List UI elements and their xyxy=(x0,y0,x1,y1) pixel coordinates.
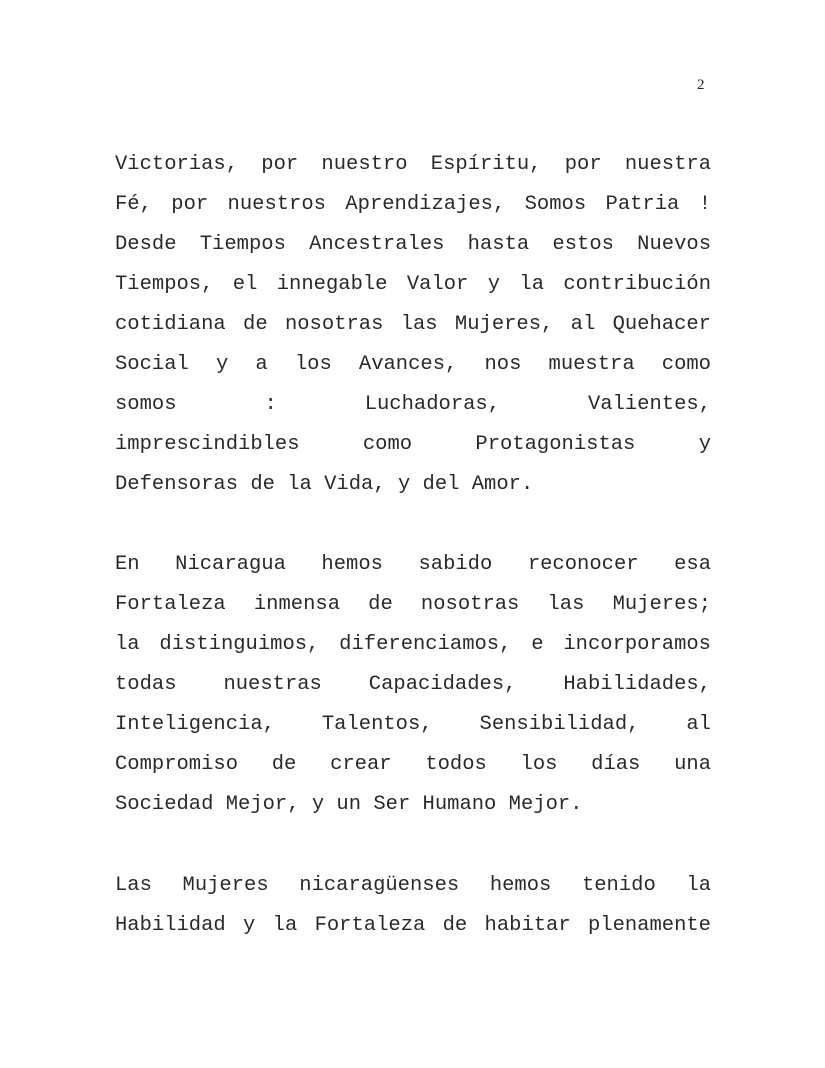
paragraph-mujeres-nicaraguenses xyxy=(115,866,711,946)
text-line: Victorias, por nuestro Espíritu, por nuestra xyxy=(115,153,711,176)
text-line: Compromiso de crear todos los días una xyxy=(115,753,711,776)
text-line: cotidiana de nosotras las Mujeres, al Quehacer xyxy=(115,313,711,336)
text-line: En Nicaragua hemos sabido reconocer esa xyxy=(115,553,711,576)
text-line: somos : Luchadoras, Valientes, xyxy=(115,393,711,416)
text-line: Fé, por nuestros Aprendizajes, Somos Patria ! xyxy=(115,193,711,216)
text-line: Habilidad y la Fortaleza de habitar plenamente xyxy=(115,914,711,937)
text-line: Las Mujeres nicaragüenses hemos tenido la xyxy=(115,874,711,897)
page-number: 2 xyxy=(697,77,705,93)
text-line: Social y a los Avances, nos muestra como xyxy=(115,353,711,376)
paragraph-victorias xyxy=(115,145,711,505)
text-line: Sociedad Mejor, y un Ser Humano Mejor. xyxy=(115,793,583,816)
text-line: Desde Tiempos Ancestrales hasta estos Nuevos xyxy=(115,233,711,256)
text-line: la distinguimos, diferenciamos, e incorporamos xyxy=(115,633,711,656)
paragraph-nicaragua xyxy=(115,545,711,825)
text-line: Defensoras de la Vida, y del Amor. xyxy=(115,473,534,496)
text-line: Inteligencia, Talentos, Sensibilidad, al xyxy=(115,713,711,736)
text-line: Tiempos, el innegable Valor y la contribución xyxy=(115,273,711,296)
text-line: imprescindibles como Protagonistas y xyxy=(115,433,711,456)
text-line: todas nuestras Capacidades, Habilidades, xyxy=(115,673,711,696)
text-line: Fortaleza inmensa de nosotras las Mujeres; xyxy=(115,593,711,616)
